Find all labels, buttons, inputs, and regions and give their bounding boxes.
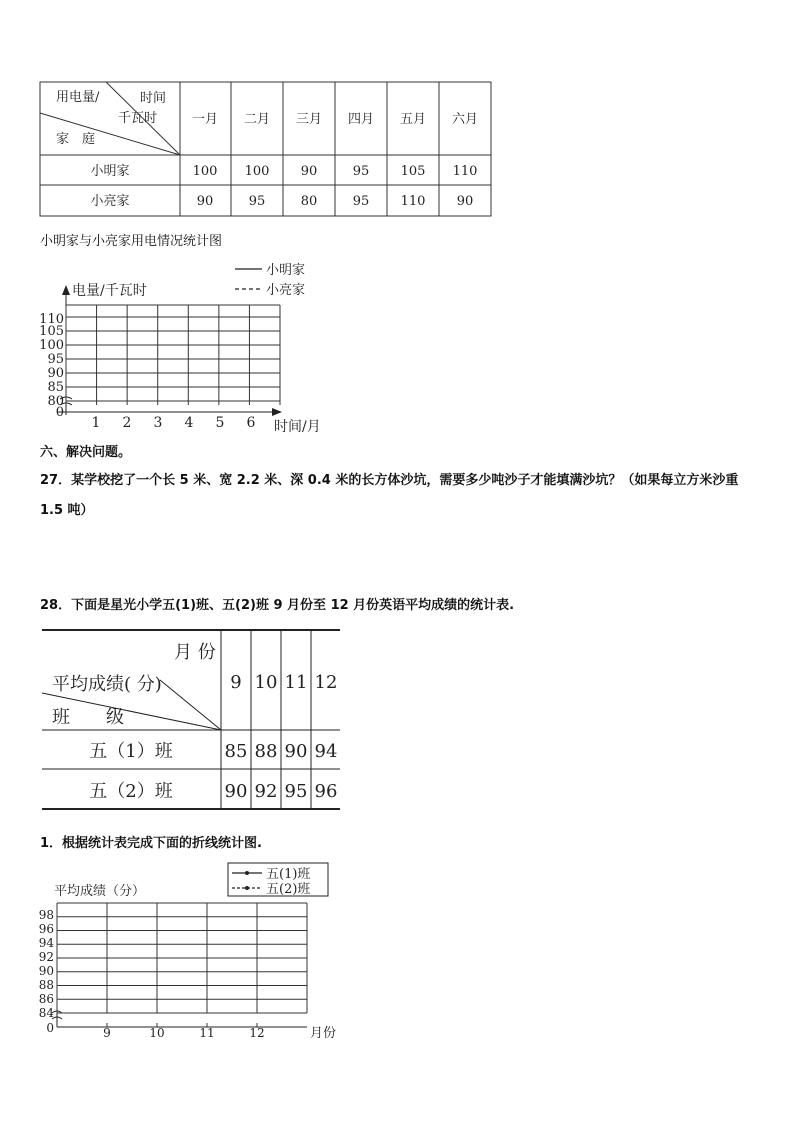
chart2-ytick: 90 [38,964,54,978]
chart1-ytick: 80 [47,394,64,409]
table2-cell: 92 [254,781,278,802]
question-28-sub1: 1．根据统计表完成下面的折线统计图. [40,836,262,851]
chart1-xtick: 5 [215,415,225,431]
chart2-ytick: 96 [38,922,54,936]
x-axis-arrow [272,408,282,416]
chart2-xtick: 9 [103,1026,111,1040]
electricity-table [0,0,794,230]
table1-cell: 105 [400,164,426,179]
legend-dot [245,871,249,875]
table1-cell: 100 [192,164,218,179]
table2-month: 11 [284,672,308,693]
question-27-line2: 1.5 吨） [40,503,94,518]
table2-cell: 95 [284,781,308,802]
chart2-legend-label: 五(2)班 [266,882,311,897]
table1-cell: 90 [196,194,214,209]
table2-cell: 90 [224,781,248,802]
question-28: 28．下面是星光小学五(1)班、五(2)班 9 月份至 12 月份英语平均成绩的统计表. [40,598,515,613]
table2-header-score: 平均成绩( 分) [52,674,162,695]
chart2-legend-label: 五(1)班 [266,867,311,882]
chart2-ytick: 94 [38,936,54,950]
chart1-legend-label: 小亮家 [266,283,306,298]
chart1-ytick: 85 [47,380,64,395]
table1-cell: 100 [244,164,270,179]
chart1-ytick: 90 [47,366,64,381]
chart1-xtick: 3 [153,415,163,431]
table1-cell: 80 [300,194,318,209]
table2-header-class: 班 级 [52,707,124,728]
chart1-ytick: 100 [39,338,64,353]
table1-header-power: 用电量/ [56,90,100,105]
chart2-xtick: 11 [199,1026,215,1040]
chart1-ytick: 110 [39,312,64,327]
chart2-ytick: 0 [46,1021,54,1035]
score-table [0,620,794,820]
electricity-line-chart [0,255,794,440]
chart2-xtick: 12 [249,1026,265,1040]
section-heading: 六、解决问题。 [40,445,132,460]
table1-month: 二月 [243,112,271,127]
table1-month: 六月 [451,112,479,127]
table1-header-unit: 千瓦时 [118,111,158,126]
question-27-line1: 27．某学校挖了一个长 5 米、宽 2.2 米、深 0.4 米的长方体沙坑，需要多少吨沙子才能填满沙坑？（如果每立方米沙重 [40,473,739,488]
chart2-ylabel: 平均成绩（分） [54,884,146,899]
table2-cell: 85 [224,741,248,762]
table1-cell: 110 [400,194,426,209]
table2-row-label: 五（1）班 [89,741,173,762]
table1-month: 四月 [347,112,375,127]
table1-row-label: 小亮家 [90,194,130,209]
table1-cell: 95 [352,164,370,179]
score-line-chart [0,855,794,1045]
table1-cell: 95 [352,194,370,209]
chart1-ytick: 95 [47,352,64,367]
table1-header-family: 家 庭 [56,132,96,147]
table2-cell: 90 [284,741,308,762]
table1-cell: 95 [248,194,266,209]
table1-header-time: 时间 [140,91,167,106]
table2-month: 12 [314,672,338,693]
chart2-ytick: 86 [38,992,54,1006]
table1-month: 一月 [191,112,219,127]
chart2-ytick: 88 [38,978,54,992]
chart1-legend-label: 小明家 [266,263,306,278]
chart2-ytick: 98 [38,908,54,922]
table1-month: 五月 [399,112,427,127]
chart2-xtick: 10 [149,1026,165,1040]
chart2-ytick: 84 [38,1006,54,1020]
chart1-xtick: 4 [184,415,194,431]
table2-row-label: 五（2）班 [89,781,173,802]
table2-month: 10 [254,672,278,693]
chart1-caption: 小明家与小亮家用电情况统计图 [40,234,223,249]
chart2-xlabel: 月份 [310,1026,337,1041]
table1-month: 三月 [295,112,323,127]
chart1-xtick: 2 [122,415,132,431]
chart1-ytick: 0 [55,405,64,420]
table1-row-label: 小明家 [90,164,130,179]
table2-month: 9 [230,672,242,693]
chart1-xtick: 6 [246,415,256,431]
table1-cell: 110 [452,164,478,179]
table2-cell: 88 [254,741,278,762]
chart1-ytick: 105 [39,324,64,339]
table1-cell: 90 [456,194,474,209]
legend-dot [245,886,249,890]
chart1-ylabel: 电量/千瓦时 [72,283,147,299]
chart2-ytick: 92 [38,950,54,964]
table2-header-month: 月 份 [174,642,216,663]
table2-cell: 94 [314,741,338,762]
y-axis-arrow [62,285,70,295]
chart1-xlabel: 时间/月 [274,419,321,435]
chart1-xtick: 1 [91,415,101,431]
table2-cell: 96 [314,781,338,802]
table1-cell: 90 [300,164,318,179]
